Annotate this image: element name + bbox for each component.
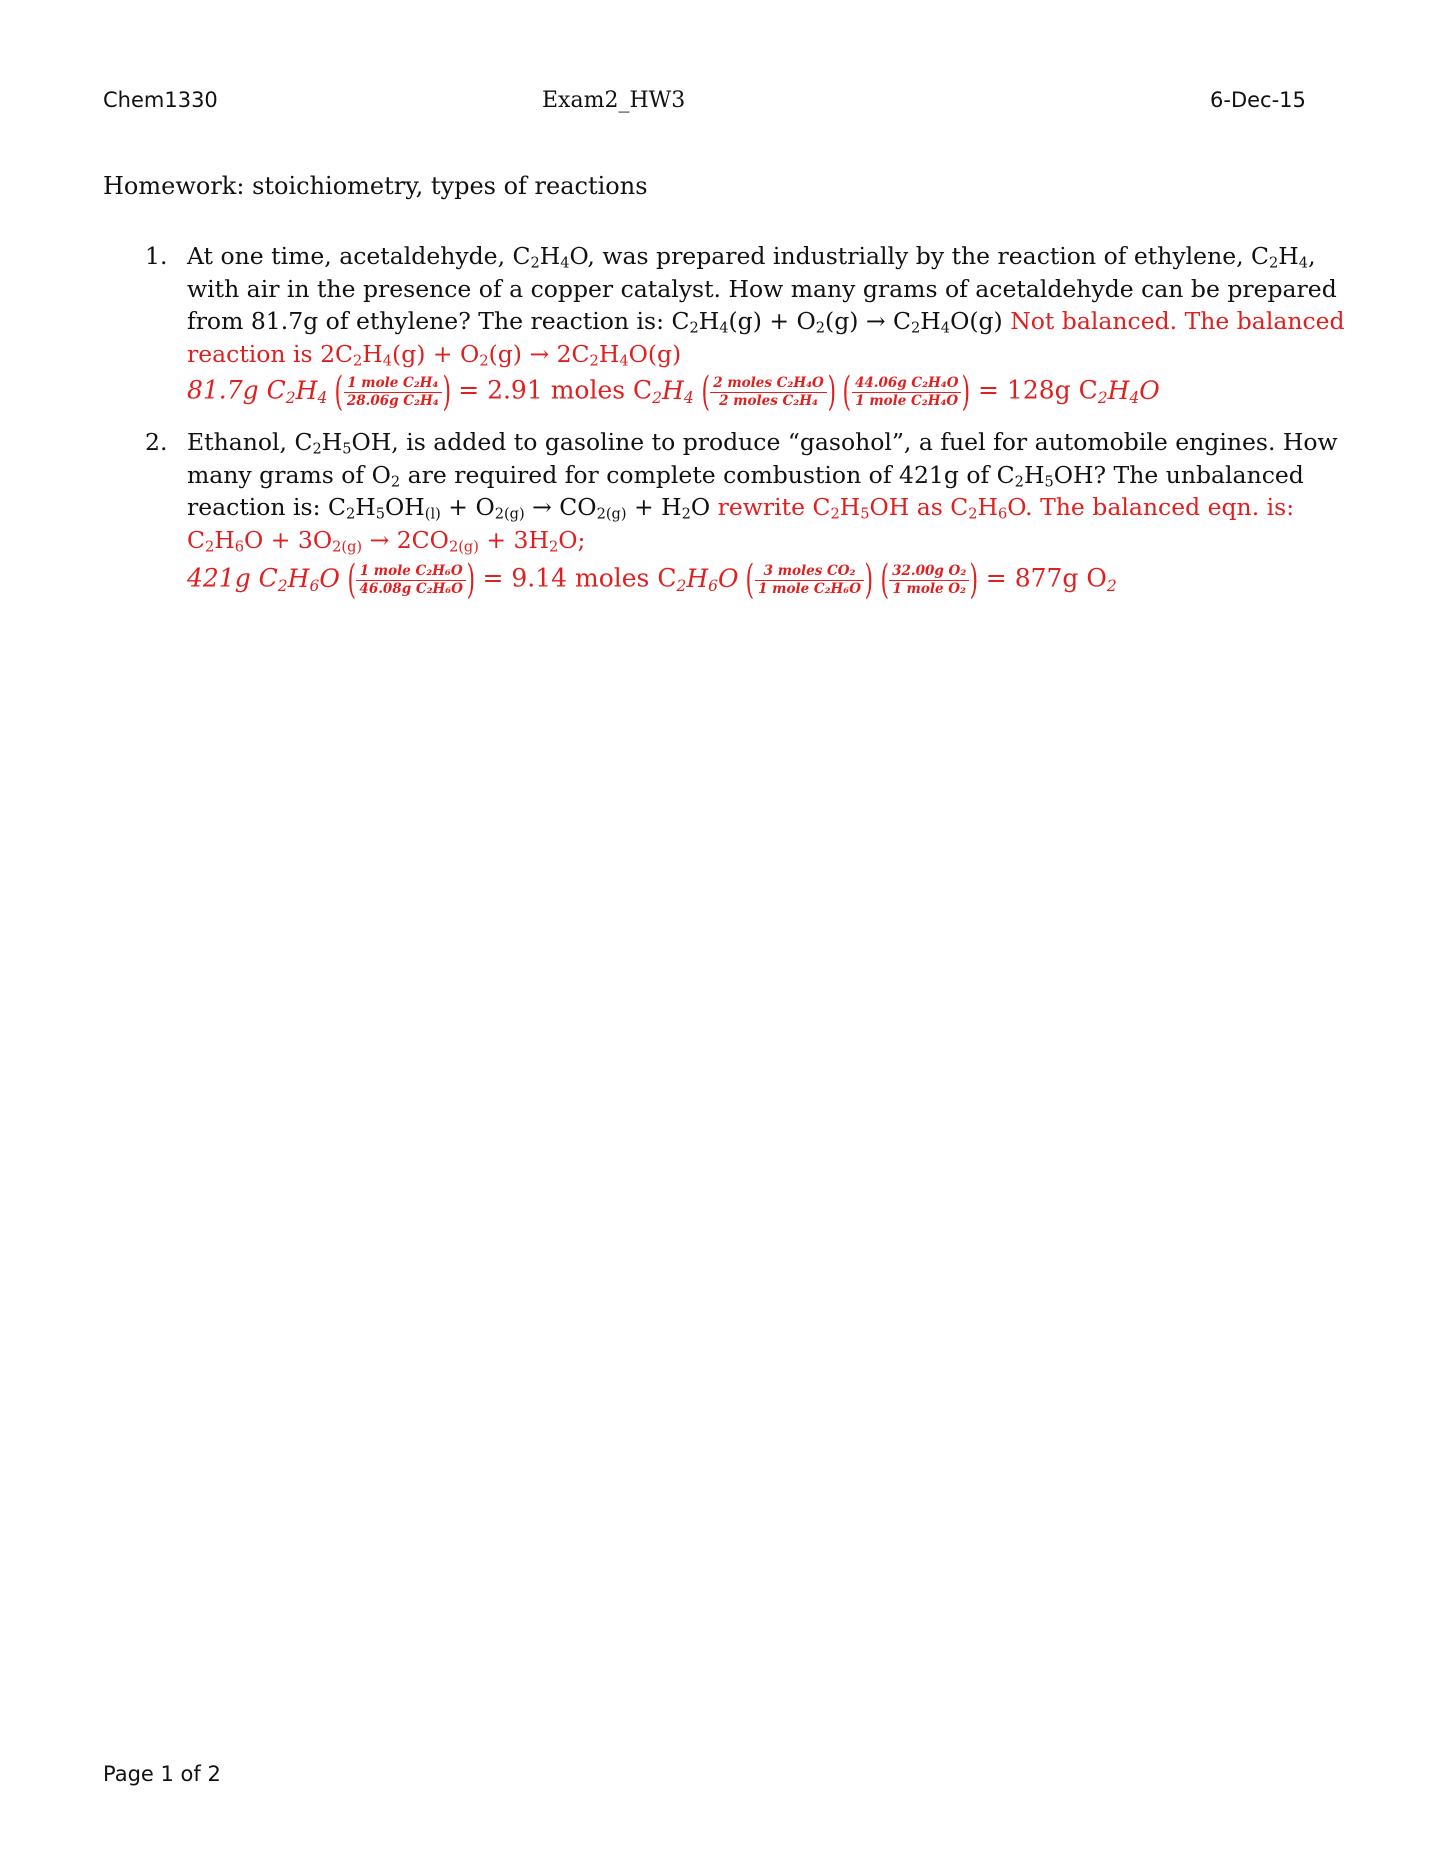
assignment-label: Exam2_HW3: [542, 88, 686, 113]
calculation-1: 81.7g $C_2H_4$ ( $\frac{\text{1 mole C₂H₄}}{\text{28.06g C₂H₄}}$ ) = 2.91 moles $C_2H_4$ ( $\frac{\text{2 moles C₂H₄O}}{\text{2 moles C₂H₄}}$ ) ( $\frac{\text{44.06g C₂H₄O}}{\text{1 mole C₂H₄O}}$ ) = 128g $C_2H_4O$: [187, 369, 1160, 415]
question-text: Ethanol, $C_2H_5OH$, is added to gasoline to produce “gasohol”, a fuel for automobile engines. How many grams of $O_2$ are required for complete combustion of 421g of $C_2H_5OH$? The unbalanced reaction is: $C_2H_5OH_{(l)} + O_{2(g)} \to CO_{2(g)} + H_2O$ rewrite $C_2H_5OH$ as $C_2H_6O$. The balanced eqn. is: $C_2H_6O + 3O_{2(g)} \to 2CO_{2(g)} + 3H_2O$;: [187, 428, 1338, 556]
answer-note: Not balanced. The balanced reaction is $2C_2H_4(g) + O_2(g) \to 2C_2H_4O(g)$: [187, 307, 1345, 370]
conversion-factor: $\frac{\text{2 moles C₂H₄O}}{\text{2 moles C₂H₄}}$: [710, 375, 827, 410]
conversion-factor: $\frac{\text{32.00g O₂}}{\text{1 mole O₂}}$: [889, 563, 969, 598]
calculation-2: 421g $C_2H_6O$ ( $\frac{\text{1 mole C₂H₆O}}{\text{46.08g C₂H₆O}}$ ) = 9.14 moles $C_2H_6O$ ( $\frac{\text{3 moles CO₂}}{\text{1 mole C₂H₆O}}$ ) ( $\frac{\text{32.00g O₂}}{\text{1 mole O₂}}$ ) = 877g $O_2$: [187, 557, 1117, 603]
answer-note: rewrite $C_2H_5OH$ as $C_2H_6O$. The balanced eqn. is: $C_2H_6O + 3O_{2(g)} \to 2CO_{2(g)} + 3H_2O$;: [187, 493, 1295, 556]
question-text: At one time, acetaldehyde, $C_2H_4O$, was prepared industrially by the reaction of ethylene, $C_2H_4$, with air in the presence of a copper catalyst. How many grams of acetaldehyde can be prepared from 81.7g of ethylene? The reaction is: $C_2H_4(g) + O_2(g) \to C_2H_4O(g)$ Not balanced. The balanced reaction is $2C_2H_4(g) + O_2(g) \to 2C_2H_4O(g)$: [187, 242, 1345, 370]
page-title: Homework: stoichiometry, types of reactions: [103, 172, 648, 200]
question-number: 2.: [145, 428, 168, 456]
conversion-factor: $\frac{\text{1 mole C₂H₆O}}{\text{46.08g C₂H₆O}}$: [356, 563, 466, 598]
question-number: 1.: [145, 242, 168, 270]
conversion-factor: $\frac{\text{44.06g C₂H₄O}}{\text{1 mole C₂H₄O}}$: [852, 375, 962, 410]
course-label: Chem1330: [103, 88, 218, 112]
page-footer: Page 1 of 2: [103, 1762, 221, 1786]
date-label: 6-Dec-15: [1210, 88, 1306, 112]
conversion-factor: $\frac{\text{1 mole C₂H₄}}{\text{28.06g C₂H₄}}$: [344, 375, 442, 410]
conversion-factor: $\frac{\text{3 moles CO₂}}{\text{1 mole C₂H₆O}}$: [755, 563, 864, 598]
